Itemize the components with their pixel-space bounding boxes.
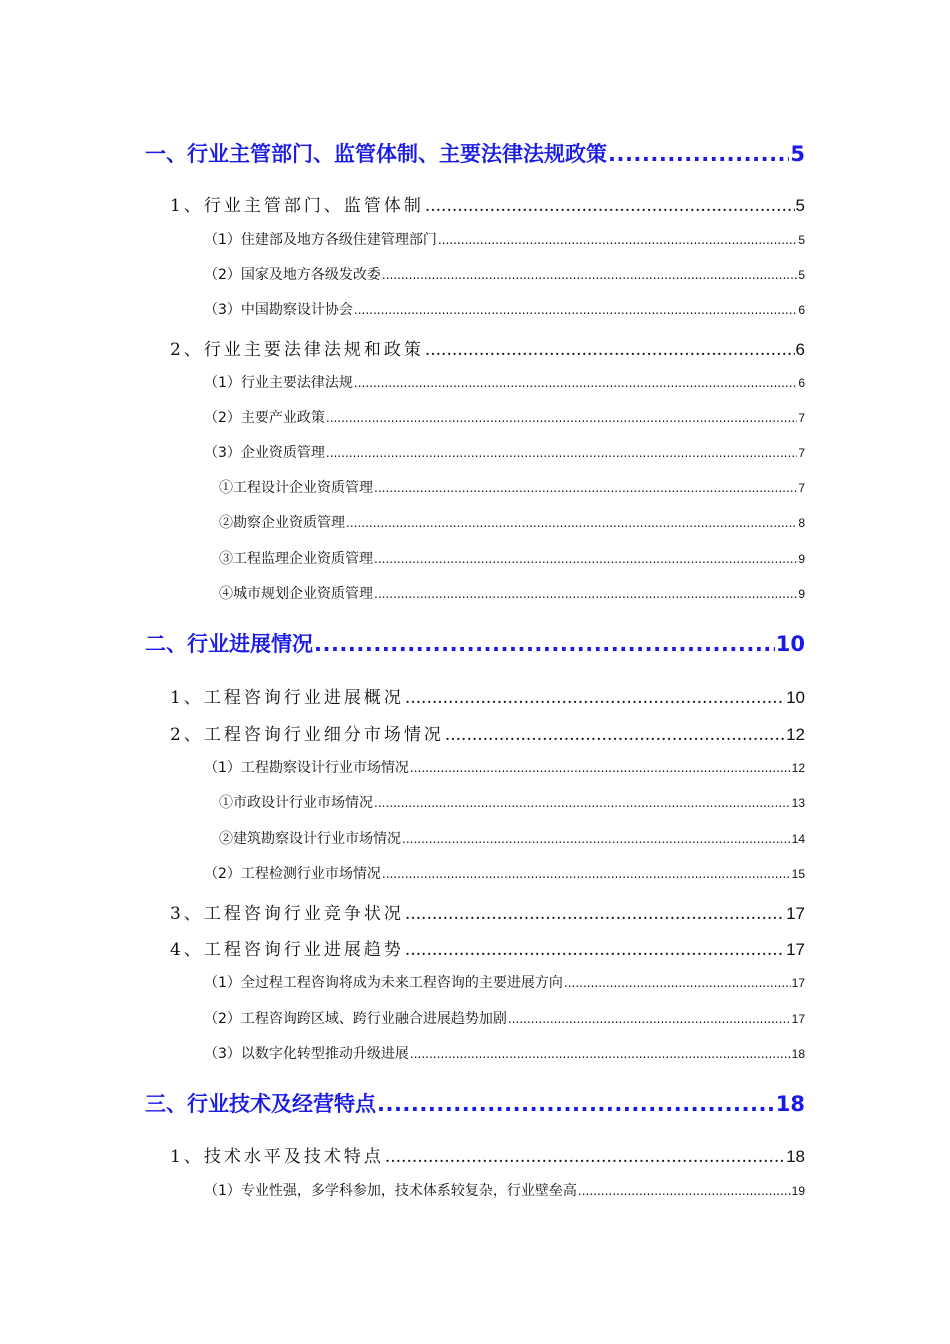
dot-leader bbox=[382, 268, 797, 282]
toc-page-number: 5 bbox=[798, 233, 805, 247]
toc-entry-title: （2）工程检测行业市场情况 bbox=[204, 866, 381, 882]
toc-entry-2-4-2[interactable] bbox=[204, 1008, 805, 1028]
toc-page-number: 9 bbox=[798, 552, 805, 566]
dot-leader bbox=[578, 1184, 791, 1198]
dot-leader bbox=[564, 976, 791, 990]
toc-entry-2-4-3[interactable] bbox=[204, 1043, 805, 1063]
toc-entry-1-2-3-c[interactable] bbox=[219, 548, 805, 568]
toc-entry-title: （1）全过程工程咨询将成为未来工程咨询的主要进展方向 bbox=[204, 975, 563, 991]
dot-leader bbox=[508, 1012, 791, 1026]
toc-entry-1-2-2[interactable] bbox=[204, 407, 805, 427]
toc-page-number: 9 bbox=[798, 587, 805, 601]
toc-page-number: 8 bbox=[798, 516, 805, 530]
toc-entry-2-4-1[interactable] bbox=[204, 972, 805, 992]
toc-entry-title: 三、行业技术及经营特点 bbox=[145, 1092, 376, 1116]
dot-leader bbox=[405, 904, 785, 924]
dot-leader bbox=[374, 587, 797, 601]
toc-entry-1-2-3-a[interactable] bbox=[219, 477, 805, 497]
dot-leader bbox=[410, 1047, 791, 1061]
toc-page-number: 18 bbox=[775, 1092, 805, 1116]
toc-entry-title: 4、工程咨询行业进展趋势 bbox=[170, 940, 404, 960]
toc-entry-title: 二、行业进展情况 bbox=[145, 632, 313, 656]
toc-entry-title: （1）专业性强，多学科参加，技术体系较复杂，行业壁垒高 bbox=[204, 1183, 577, 1199]
toc-page-number: 17 bbox=[786, 940, 805, 959]
toc-page-number: 19 bbox=[791, 1184, 805, 1198]
dot-leader bbox=[314, 632, 775, 656]
toc-entry-2-4[interactable] bbox=[170, 935, 805, 960]
toc-entry-title: （2）国家及地方各级发改委 bbox=[204, 267, 381, 283]
toc-entry-title: 2、行业主要法律法规和政策 bbox=[170, 340, 424, 360]
toc-entry-section-1[interactable] bbox=[145, 138, 805, 168]
toc-page-number: 17 bbox=[791, 976, 805, 990]
toc-entry-2-2-2[interactable] bbox=[204, 863, 805, 883]
toc-page-number: 7 bbox=[798, 481, 805, 495]
toc-page-number: 7 bbox=[798, 446, 805, 460]
toc-entry-title: （3）以数字化转型推动升级进展 bbox=[204, 1046, 409, 1062]
toc-entry-3-1[interactable] bbox=[170, 1142, 805, 1167]
toc-page-number: 5 bbox=[795, 196, 805, 215]
toc-page-number: 6 bbox=[798, 303, 805, 317]
toc-page-number: 12 bbox=[791, 761, 805, 775]
toc-entry-title: ②建筑勘察设计行业市场情况 bbox=[219, 831, 401, 847]
toc-entry-3-1-1[interactable] bbox=[204, 1180, 805, 1200]
toc-page-number: 18 bbox=[786, 1147, 805, 1166]
dot-leader bbox=[402, 832, 791, 846]
toc-entry-2-1[interactable] bbox=[170, 683, 805, 708]
dot-leader bbox=[608, 142, 789, 166]
toc-page-number: 5 bbox=[790, 142, 805, 166]
dot-leader bbox=[354, 303, 797, 317]
toc-entry-title: ④城市规划企业资质管理 bbox=[219, 586, 373, 602]
dot-leader bbox=[326, 446, 797, 460]
toc-entry-1-1-2[interactable] bbox=[204, 264, 805, 284]
toc-entry-title: （2）工程咨询跨区域、跨行业融合进展趋势加剧 bbox=[204, 1011, 507, 1027]
toc-entry-title: ①市政设计行业市场情况 bbox=[219, 795, 373, 811]
toc-entry-2-2-1[interactable] bbox=[204, 757, 805, 777]
toc-entry-section-3[interactable] bbox=[145, 1088, 805, 1118]
toc-page-number: 17 bbox=[786, 904, 805, 923]
dot-leader bbox=[374, 552, 797, 566]
toc-entry-title: 3、工程咨询行业竞争状况 bbox=[170, 904, 404, 924]
toc-page-number: 6 bbox=[795, 340, 805, 359]
toc-page-number: 17 bbox=[791, 1012, 805, 1026]
dot-leader bbox=[410, 761, 791, 775]
toc-entry-2-3[interactable] bbox=[170, 899, 805, 924]
dot-leader bbox=[374, 796, 791, 810]
toc-entry-1-1-1[interactable] bbox=[204, 229, 805, 249]
toc-page-number: 15 bbox=[791, 867, 805, 881]
dot-leader bbox=[346, 516, 797, 530]
toc-page-number: 10 bbox=[775, 632, 805, 656]
toc-page-number: 5 bbox=[798, 268, 805, 282]
toc-page-number: 7 bbox=[798, 411, 805, 425]
dot-leader bbox=[377, 1092, 775, 1116]
toc-entry-title: （1）行业主要法律法规 bbox=[204, 375, 353, 391]
dot-leader bbox=[374, 481, 797, 495]
toc-entry-2-2-1-b[interactable] bbox=[219, 828, 805, 848]
toc-entry-1-1[interactable] bbox=[170, 191, 805, 216]
toc-entry-2-2[interactable] bbox=[170, 720, 805, 745]
dot-leader bbox=[438, 233, 797, 247]
toc-entry-1-2-3[interactable] bbox=[204, 442, 805, 462]
dot-leader bbox=[385, 1147, 785, 1167]
toc-entry-1-1-3[interactable] bbox=[204, 299, 805, 319]
toc-entry-2-2-1-a[interactable] bbox=[219, 792, 805, 812]
toc-entry-title: 一、行业主管部门、监管体制、主要法律法规政策 bbox=[145, 142, 607, 166]
toc-entry-title: （2）主要产业政策 bbox=[204, 410, 325, 426]
toc-entry-title: ②勘察企业资质管理 bbox=[219, 515, 345, 531]
toc-entry-section-2[interactable] bbox=[145, 628, 805, 658]
toc-page-number: 13 bbox=[791, 796, 805, 810]
toc-entry-title: （3）企业资质管理 bbox=[204, 445, 325, 461]
toc-entry-title: 2、工程咨询行业细分市场情况 bbox=[170, 725, 444, 745]
dot-leader bbox=[445, 725, 785, 745]
toc-entry-title: （3）中国勘察设计协会 bbox=[204, 302, 353, 318]
dot-leader bbox=[425, 340, 795, 360]
toc-page-number: 10 bbox=[786, 688, 805, 707]
dot-leader bbox=[326, 411, 797, 425]
toc-page-number: 18 bbox=[791, 1047, 805, 1061]
toc-entry-1-2-1[interactable] bbox=[204, 372, 805, 392]
dot-leader bbox=[382, 867, 791, 881]
toc-entry-title: 1、工程咨询行业进展概况 bbox=[170, 688, 404, 708]
toc-entry-title: 1、技术水平及技术特点 bbox=[170, 1147, 384, 1167]
toc-page-number: 6 bbox=[798, 376, 805, 390]
dot-leader bbox=[405, 688, 785, 708]
toc-page-number: 14 bbox=[791, 832, 805, 846]
toc-page-number: 12 bbox=[786, 725, 805, 744]
dot-leader bbox=[425, 196, 795, 216]
toc-entry-title: ③工程监理企业资质管理 bbox=[219, 551, 373, 567]
dot-leader bbox=[405, 940, 785, 960]
dot-leader bbox=[354, 376, 797, 390]
toc-entry-title: （1）住建部及地方各级住建管理部门 bbox=[204, 232, 437, 248]
toc-entry-1-2-3-d[interactable] bbox=[219, 583, 805, 603]
toc-entry-title: ①工程设计企业资质管理 bbox=[219, 480, 373, 496]
toc-entry-title: （1）工程勘察设计行业市场情况 bbox=[204, 760, 409, 776]
toc-entry-1-2-3-b[interactable] bbox=[219, 512, 805, 532]
toc-entry-1-2[interactable] bbox=[170, 335, 805, 360]
toc-entry-title: 1、行业主管部门、监管体制 bbox=[170, 196, 424, 216]
